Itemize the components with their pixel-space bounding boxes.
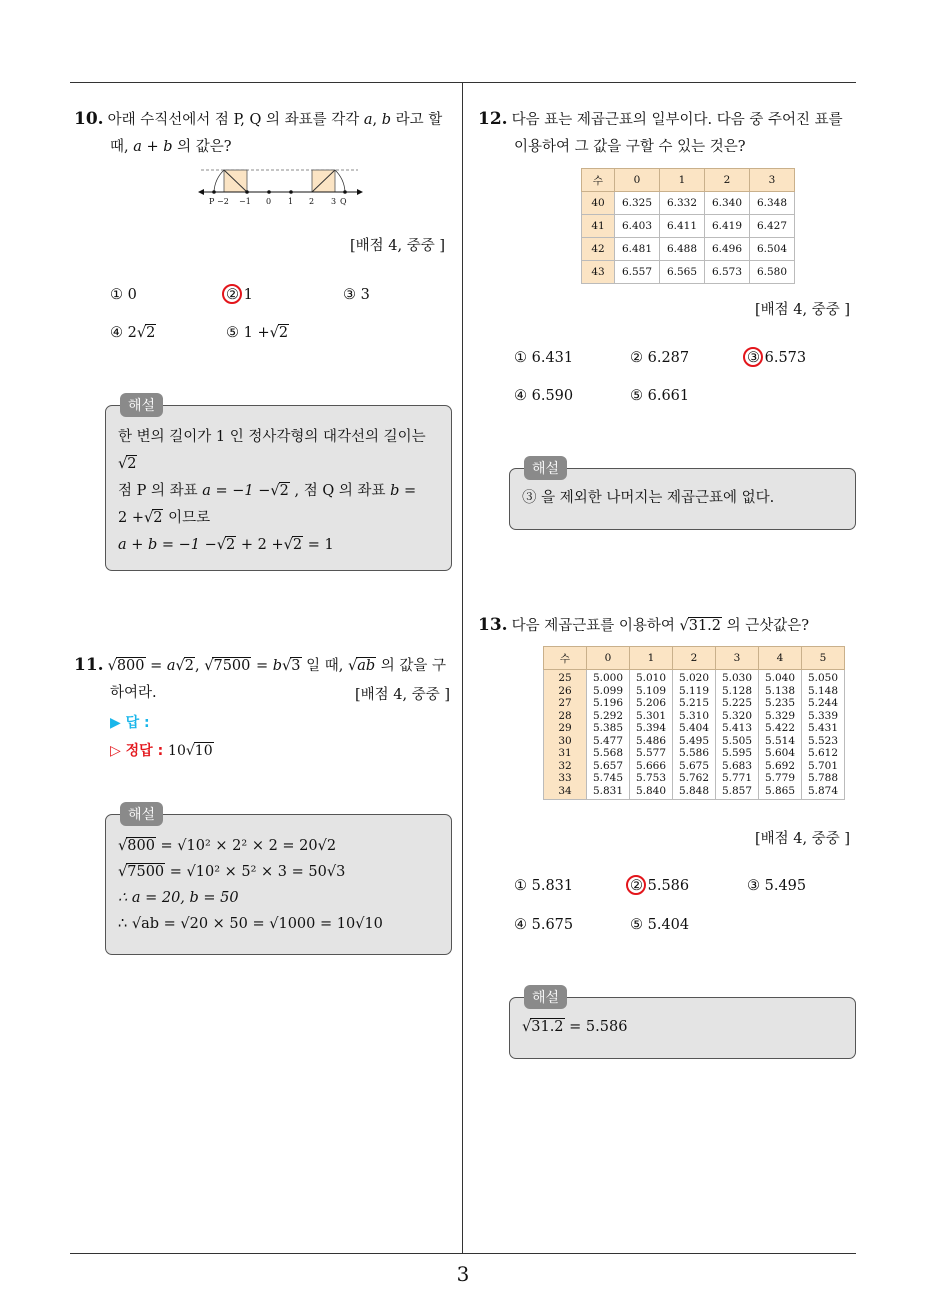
table-value: 5.235 bbox=[764, 697, 796, 709]
top-rule bbox=[70, 82, 856, 83]
row-label: 27 bbox=[558, 697, 572, 709]
row-label: 26 bbox=[558, 684, 572, 697]
table-value: 5.020 bbox=[678, 672, 710, 684]
table-value: 5.215 bbox=[678, 697, 710, 709]
q13-explanation-box: 해설 √31.2 = 5.586 bbox=[509, 997, 856, 1059]
score-label: [배점 4, 중중 ] bbox=[755, 302, 851, 318]
table-value: 5.577 bbox=[635, 747, 667, 759]
q12-explanation-box: 해설 ③ 을 제외한 나머지는 제곱근표에 없다. bbox=[509, 468, 856, 530]
number-line-figure bbox=[198, 164, 364, 208]
table-value: 5.413 bbox=[721, 722, 753, 734]
table-value: 5.404 bbox=[678, 722, 710, 734]
row-label: 28 bbox=[558, 709, 572, 722]
table-value: 5.310 bbox=[678, 709, 710, 722]
table-value: 5.148 bbox=[807, 684, 839, 697]
table-value: 5.865 bbox=[764, 784, 796, 797]
question-number: 10. bbox=[74, 109, 104, 129]
choice-5[interactable]: ⑤ 1 +√2 bbox=[226, 325, 289, 341]
row-label: 30 bbox=[558, 734, 572, 747]
row-label: 29 bbox=[558, 722, 572, 734]
table-value: 5.301 bbox=[635, 709, 667, 722]
choice-3[interactable]: ③ 6.573 bbox=[747, 350, 807, 366]
row-label: 33 bbox=[558, 772, 572, 784]
table-value: 5.514 bbox=[764, 734, 796, 747]
table-value: 5.604 bbox=[764, 747, 796, 759]
question-number: 13. bbox=[478, 615, 508, 635]
choice-3[interactable]: ③ 5.495 bbox=[747, 878, 807, 894]
table-value: 5.874 bbox=[807, 784, 839, 797]
table-value: 5.779 bbox=[764, 772, 796, 784]
table-value: 5.762 bbox=[678, 772, 710, 784]
label-neg1: −1 bbox=[239, 197, 251, 206]
page-number: 3 bbox=[456, 1262, 470, 1286]
label-q: Q bbox=[340, 197, 347, 206]
table-row bbox=[544, 670, 845, 800]
table-value: 5.753 bbox=[635, 772, 667, 784]
choice-1[interactable]: ① 6.431 bbox=[514, 350, 574, 366]
question-13: 13. 다음 제곱근표를 이용하여 √31.2 의 근삿값은? bbox=[478, 615, 810, 635]
table-value: 5.495 bbox=[678, 734, 710, 747]
row-label: 25 bbox=[558, 672, 572, 684]
choice-1[interactable]: ① 0 bbox=[110, 287, 137, 303]
table-value: 5.109 bbox=[635, 684, 667, 697]
table-value: 5.030 bbox=[721, 672, 753, 684]
table-value: 5.612 bbox=[807, 747, 839, 759]
table-value: 5.505 bbox=[721, 734, 753, 747]
table-value: 5.050 bbox=[807, 672, 839, 684]
correct-mark bbox=[626, 875, 646, 895]
choice-1[interactable]: ① 5.831 bbox=[514, 878, 574, 894]
table-value: 5.586 bbox=[678, 747, 710, 759]
table-value: 5.701 bbox=[807, 759, 839, 772]
correct-answer-line: ▷ 정답 : 10√10 bbox=[110, 743, 213, 759]
table-value: 5.385 bbox=[592, 722, 624, 734]
table-value: 5.225 bbox=[721, 697, 753, 709]
table-row: 43 6.557 6.565 6.573 6.580 bbox=[582, 261, 795, 284]
table-value: 5.771 bbox=[721, 772, 753, 784]
table-value: 5.857 bbox=[721, 784, 753, 797]
table-value: 5.848 bbox=[678, 784, 710, 797]
table-value: 5.568 bbox=[592, 747, 624, 759]
correct-mark bbox=[222, 284, 242, 304]
table-value: 5.666 bbox=[635, 759, 667, 772]
score-label: [배점 4, 중중 ] bbox=[350, 238, 446, 254]
choice-5[interactable]: ⑤ 6.661 bbox=[630, 388, 690, 404]
question-11: 11. √800 = a√2, √7500 = b√3 일 때, √ab 의 값을 구 하여라. bbox=[74, 655, 447, 701]
explanation-tag: 해설 bbox=[120, 802, 163, 826]
label-p: P bbox=[209, 197, 215, 206]
q10-explanation-box: 해설 한 변의 길이가 1 인 정사각형의 대각선의 길이는 √2 점 P 의 좌표 a = −1 −√2 , 점 Q 의 좌표 b = 2 +√2 이므로 a + b = −1 −√2 + 2 +√2 = 1 bbox=[105, 405, 452, 571]
table-value: 5.523 bbox=[807, 734, 839, 747]
table-value: 5.099 bbox=[592, 684, 624, 697]
row-label: 34 bbox=[558, 784, 572, 797]
table-value: 5.206 bbox=[635, 697, 667, 709]
label-3: 3 bbox=[331, 197, 337, 206]
score-label: [배점 4, 중중 ] bbox=[755, 831, 851, 847]
explanation-tag: 해설 bbox=[524, 456, 567, 480]
table-value: 5.394 bbox=[635, 722, 667, 734]
table-value: 5.745 bbox=[592, 772, 624, 784]
question-12: 12. 다음 표는 제곱근표의 일부이다. 다음 중 주어진 표를 이용하여 그 값을 구할 수 있는 것은? bbox=[478, 109, 843, 155]
q11-explanation-box: 해설 √800 = √10² × 2² × 2 = 20√2 √7500 = √10² × 5² × 3 = 50√3 ∴ a = 20, b = 50 ∴ √ab = √20 × 50 = √1000 = 10√10 bbox=[105, 814, 452, 955]
table-value: 5.657 bbox=[592, 759, 624, 772]
choice-2[interactable]: ② 5.586 bbox=[630, 878, 690, 894]
choice-2[interactable]: ② 6.287 bbox=[630, 350, 690, 366]
question-number: 12. bbox=[478, 109, 508, 129]
table-value: 5.692 bbox=[764, 759, 796, 772]
table-value: 5.128 bbox=[721, 684, 753, 697]
choice-5[interactable]: ⑤ 5.404 bbox=[630, 917, 690, 933]
bottom-rule bbox=[70, 1253, 856, 1254]
label-2: 2 bbox=[309, 197, 315, 206]
explanation-tag: 해설 bbox=[120, 393, 163, 417]
table-value: 5.000 bbox=[592, 672, 624, 684]
row-label: 31 bbox=[558, 747, 572, 759]
table-value: 5.138 bbox=[764, 684, 796, 697]
choice-4[interactable]: ④ 5.675 bbox=[514, 917, 574, 933]
label-neg2: −2 bbox=[217, 197, 229, 206]
table-value: 5.840 bbox=[635, 784, 667, 797]
choice-2[interactable]: ② 1 bbox=[226, 287, 253, 303]
score-label: [배점 4, 중중 ] bbox=[355, 687, 451, 703]
choice-4[interactable]: ④ 6.590 bbox=[514, 388, 574, 404]
explanation-tag: 해설 bbox=[524, 985, 567, 1009]
correct-mark bbox=[743, 347, 763, 367]
table-value: 5.831 bbox=[592, 784, 624, 797]
choice-4[interactable]: ④ 2√2 bbox=[110, 325, 156, 341]
table-value: 5.292 bbox=[592, 709, 624, 722]
sqrt-table-12: 수 0 1 2 3 40 6.325 6.332 6.340 6.348 41 6.403 6.411 6.419 6.427 42 6.481 6.488 6.496 6.504 43 6.557 6.565 6.573 6.580 bbox=[581, 168, 795, 284]
table-row: 41 6.403 6.411 6.419 6.427 bbox=[582, 215, 795, 238]
table-value: 5.010 bbox=[635, 672, 667, 684]
table-value: 5.339 bbox=[807, 709, 839, 722]
table-value: 5.675 bbox=[678, 759, 710, 772]
table-value: 5.788 bbox=[807, 772, 839, 784]
column-divider bbox=[462, 82, 463, 1253]
table-value: 5.040 bbox=[764, 672, 796, 684]
table-value: 5.477 bbox=[592, 734, 624, 747]
label-0: 0 bbox=[266, 197, 272, 206]
question-number: 11. bbox=[74, 655, 104, 675]
answer-line: ▶ 답 : bbox=[110, 715, 150, 731]
table-row: 42 6.481 6.488 6.496 6.504 bbox=[582, 238, 795, 261]
table-value: 5.486 bbox=[635, 734, 667, 747]
table-row: 40 6.325 6.332 6.340 6.348 bbox=[582, 192, 795, 215]
table-value: 5.431 bbox=[807, 722, 839, 734]
question-10: 10. 아래 수직선에서 점 P, Q 의 좌표를 각각 a, b 라고 할 때, a + b 의 값은? bbox=[74, 109, 443, 155]
table-value: 5.422 bbox=[764, 722, 796, 734]
table-value: 5.329 bbox=[764, 709, 796, 722]
row-label: 32 bbox=[558, 759, 572, 772]
table-value: 5.683 bbox=[721, 759, 753, 772]
table-value: 5.320 bbox=[721, 709, 753, 722]
sqrt-table-13: 수 0 1 2 3 4 5 25 26 27 28 29 30 31 32 33 34 5.000 5.099 5.196 5.292 5.385 5.477 5.568 5.657 5.745 5.831 5.010 5.109 5.206 5.301 5.394 5.486 5.577 5.666 5.753 5.840 5.020 5.119 5.215 5.310 5.404 5.495 5.586 5.675 5.762 5.848 5.030 5.128 5.225 5.320 5.413 5.505 5.595 5.683 5.771 5.857 5.040 5.138 5.235 5.329 5.422 5.514 5.604 5.692 5.779 5.865 5.050 5.148 5.244 5.339 5.431 5.523 5.612 5.701 5.788 5.874 bbox=[543, 646, 845, 800]
label-1: 1 bbox=[288, 197, 294, 206]
choice-3[interactable]: ③ 3 bbox=[343, 287, 370, 303]
table-value: 5.119 bbox=[678, 684, 710, 697]
table-value: 5.196 bbox=[592, 697, 624, 709]
table-value: 5.595 bbox=[721, 747, 753, 759]
table-value: 5.244 bbox=[807, 697, 839, 709]
